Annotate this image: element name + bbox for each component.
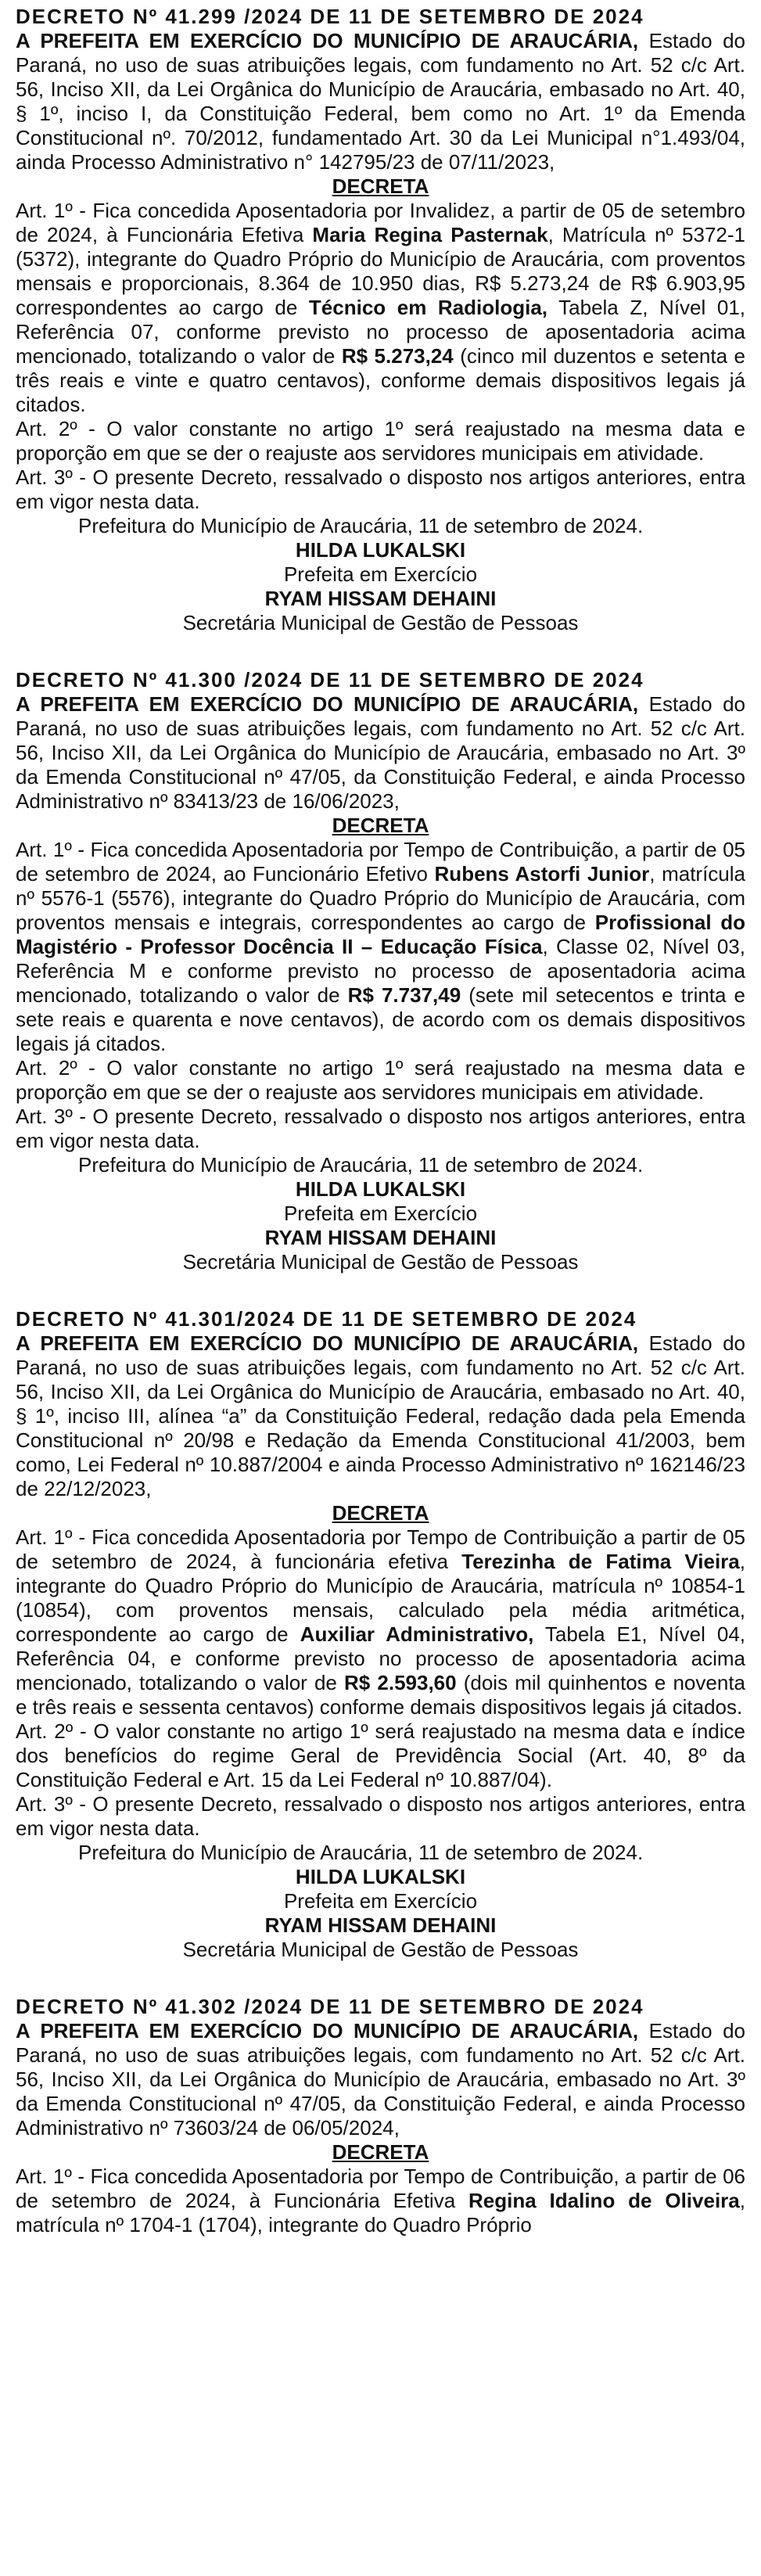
decree-title: DECRETO Nº 41.299 /2024 DE 11 DE SETEMBRO DE 2024 [16,5,644,28]
signatory-2-role: Secretária Municipal de Gestão de Pessoas [182,1250,579,1274]
closing-line: Prefeitura do Município de Araucária, 11 de setembro de 2024. [78,1153,644,1177]
article-1 [16,199,745,417]
role-name: Técnico em Radiologia, [308,296,548,319]
article-1-text: , matrícula nº 5576-1 (5576), integrante do Quadro Próprio do Município de Araucária, com proventos mensais e integrais, correspondentes ao cargo de [16,862,745,934]
article-3: Art. 3º - O presente Decreto, ressalvado o disposto nos artigos anteriores, entra em vigor nesta data. [16,465,745,513]
preamble-text: Estado do Paraná, no uso de suas atribuições legais, com fundamento no Art. 52 c/c Art. 56, Inciso XII, da Lei Orgânica do Município de Araucária, embasado no Art. 40, § 1º, inciso III, alínea “a” da Constituição Federal, redação dada pela Emenda Constitucional nº 20/98 e Redação da Emenda Constitucional 41/2003, bem como, Lei Federal nº 10.887/2004 e ainda Processo Administrativo nº 162146/23 de 22/12/2023, [16,1331,746,1500]
article-1 [16,1525,745,1719]
preamble-text: Estado do Paraná, no uso de suas atribuições legais, com fundamento no Art. 52 c/c Art. 56, Inciso XII, da Lei Orgânica do Município de Araucária, embasado no Art. 40, § 1º, inciso I, da Constituição Federal, bem como no Art. 1º da Emenda Constitucional nº. 70/2012, fundamentado Art. 30 da Lei Municipal n°1.493/04, ainda Processo Administrativo n° 142795/23 de 07/11/2023, [16,29,746,174]
article-1-text: , Matrícula nº 5372-1 (5372), integrante do Quadro Próprio do Município de Araucária, com proventos mensais e proporcionais, 8.364 de 10.950 dias, R$ 5.273,24 de R$ 6.903,95 correspondentes ao cargo de [16,223,745,319]
signatory-1-role: Prefeita em Exercício [283,1889,478,1913]
decreta-heading: DECRETA [332,814,429,837]
benefit-value: R$ 7.737,49 [347,983,461,1007]
decree-41302 [16,1995,745,2237]
preamble-authority: A PREFEITA EM EXERCÍCIO DO MUNICÍPIO DE ARAUCÁRIA, [16,692,639,716]
signatory-2-role: Secretária Municipal de Gestão de Pessoas [182,611,579,634]
decree-title: DECRETO Nº 41.302 /2024 DE 11 DE SETEMBRO DE 2024 [16,1995,644,2018]
article-1-text: , integrante do Quadro Próprio do Município de Araucária, matrícula nº 10854-1 (10854), com proventos mensais, calculado pela média aritmética, correspondente ao cargo de [16,1550,745,1646]
article-1-text: Art. 1º - Fica concedida Aposentadoria por Tempo de Contribuição, a partir de 05 de setembro de 2024, ao Funcionário Efetivo [16,838,745,886]
article-1-text: Art. 1º - Fica concedida Aposentadoria por Tempo de Contribuição a partir de 05 de setembro de 2024, à funcionária efetiva [16,1525,745,1573]
article-1-text: (cinco mil duzentos e setenta e três reais e vinte e quatro centavos), conforme demais dispositivos legais já citados. [16,344,745,416]
benefit-value: R$ 5.273,24 [341,344,454,368]
preamble-text: Estado do Paraná, no uso de suas atribuições legais, com fundamento no Art. 52 c/c Art. 56, Inciso XII, da Lei Orgânica do Município de Araucária, embasado no Art. 3º da Emenda Constitucional nº 47/05, da Constituição Federal, e ainda Processo Administrativo nº 73603/24 de 06/05/2024, [16,2019,746,2139]
article-1-text: Art. 1º - Fica concedida Aposentadoria por Invalidez, a partir de 05 de setembro de 2024, à Funcionária Efetiva [16,199,745,246]
decreta-heading: DECRETA [332,2140,429,2164]
decree-title: DECRETO Nº 41.300 /2024 DE 11 DE SETEMBRO DE 2024 [16,668,644,692]
decree-41301 [16,1307,745,1962]
role-name: Profissional do Magistério - Professor Docência II – Educação Física [16,911,745,958]
decree-41299 [16,5,745,635]
decreta-heading: DECRETA [332,174,429,198]
beneficiary-name: Terezinha de Fatima Vieira [461,1550,740,1573]
decree-preamble [16,29,745,174]
article-3: Art. 3º - O presente Decreto, ressalvado o disposto nos artigos anteriores, entra em vigor nesta data. [16,1792,745,1840]
signatory-2-name: RYAM HISSAM DEHAINI [264,1226,497,1249]
beneficiary-name: Regina Idalino de Oliveira [468,2189,740,2212]
decree-41300 [16,668,745,1274]
signatory-2-name: RYAM HISSAM DEHAINI [264,1913,497,1937]
closing-line: Prefeitura do Município de Araucária, 11 de setembro de 2024. [78,514,644,537]
article-2: Art. 2º - O valor constante no artigo 1º será reajustado na mesma data e proporção em que se der o reajuste aos servidores municipais em atividade. [16,1056,745,1104]
decree-preamble [16,692,745,814]
article-1-text: , Classe 02, Nível 03, Referência M e conforme previsto no processo de aposentadoria acima mencionado, totalizando o valor de [16,935,745,1007]
preamble-text: Estado do Paraná, no uso de suas atribuições legais, com fundamento no Art. 52 c/c Art. 56, Inciso XII, da Lei Orgânica do Município de Araucária, embasado no Art. 3º da Emenda Constitucional nº 47/05, da Constituição Federal, e ainda Processo Administrativo nº 83413/23 de 16/06/2023, [16,692,746,813]
article-2: Art. 2º - O valor constante no artigo 1º será reajustado na mesma data e índice dos benefícios do regime Geral de Previdência Social (Art. 40, 8º da Constituição Federal e Art. 15 da Lei Federal nº 10.887/04). [16,1719,745,1791]
benefit-value: R$ 2.593,60 [344,1671,457,1694]
signatory-2-role: Secretária Municipal de Gestão de Pessoas [182,1938,579,1961]
decree-title: DECRETO Nº 41.301/2024 DE 11 DE SETEMBRO DE 2024 [16,1307,637,1331]
signatory-1-role: Prefeita em Exercício [283,1202,478,1225]
signatory-2-name: RYAM HISSAM DEHAINI [264,587,497,610]
article-1-text: , matrícula nº 1704-1 (1704), integrante do Quadro Próprio [16,2189,745,2236]
article-1-text: Tabela E1, Nível 04, Referência 04, e conforme previsto no processo de aposentadoria acima mencionado, totalizando o valor de [16,1622,746,1694]
signatory-1-name: HILDA LUKALSKI [295,1177,466,1201]
decreta-heading: DECRETA [332,1501,429,1525]
decree-preamble [16,2019,745,2140]
beneficiary-name: Maria Regina Pasternak [312,223,548,246]
preamble-authority: A PREFEITA EM EXERCÍCIO DO MUNICÍPIO DE ARAUCÁRIA, [16,1331,639,1355]
article-1 [16,2165,745,2237]
decree-preamble [16,1331,745,1501]
article-1-text: (dois mil quinhentos e noventa e três reais e sessenta centavos) conforme demais dispositivos legais já citados. [16,1671,745,1719]
article-1-text: (sete mil setecentos e trinta e sete reais e quarenta e nove centavos), de acordo com os demais dispositivos legais já citados. [16,983,746,1055]
article-2: Art. 2º - O valor constante no artigo 1º será reajustado na mesma data e proporção em que se der o reajuste aos servidores municipais em atividade. [16,417,745,465]
signatory-1-role: Prefeita em Exercício [283,562,478,586]
article-3: Art. 3º - O presente Decreto, ressalvado o disposto nos artigos anteriores, entra em vigor nesta data. [16,1105,745,1152]
article-1-text: Art. 1º - Fica concedida Aposentadoria por Tempo de Contribuição, a partir de 06 de setembro de 2024, à Funcionária Efetiva [16,2165,745,2212]
preamble-authority: A PREFEITA EM EXERCÍCIO DO MUNICÍPIO DE ARAUCÁRIA, [16,2019,639,2042]
role-name: Auxiliar Administrativo, [300,1622,534,1646]
closing-line: Prefeitura do Município de Araucária, 11 de setembro de 2024. [78,1841,644,1864]
article-1 [16,838,745,1056]
article-1-text: Tabela Z, Nível 01, Referência 07, conforme previsto no processo de aposentadoria acima mencionado, totalizando o valor de [16,296,746,368]
preamble-authority: A PREFEITA EM EXERCÍCIO DO MUNICÍPIO DE ARAUCÁRIA, [16,29,639,52]
signatory-1-name: HILDA LUKALSKI [295,1865,466,1888]
beneficiary-name: Rubens Astorfi Junior [434,862,650,886]
signatory-1-name: HILDA LUKALSKI [295,538,466,562]
